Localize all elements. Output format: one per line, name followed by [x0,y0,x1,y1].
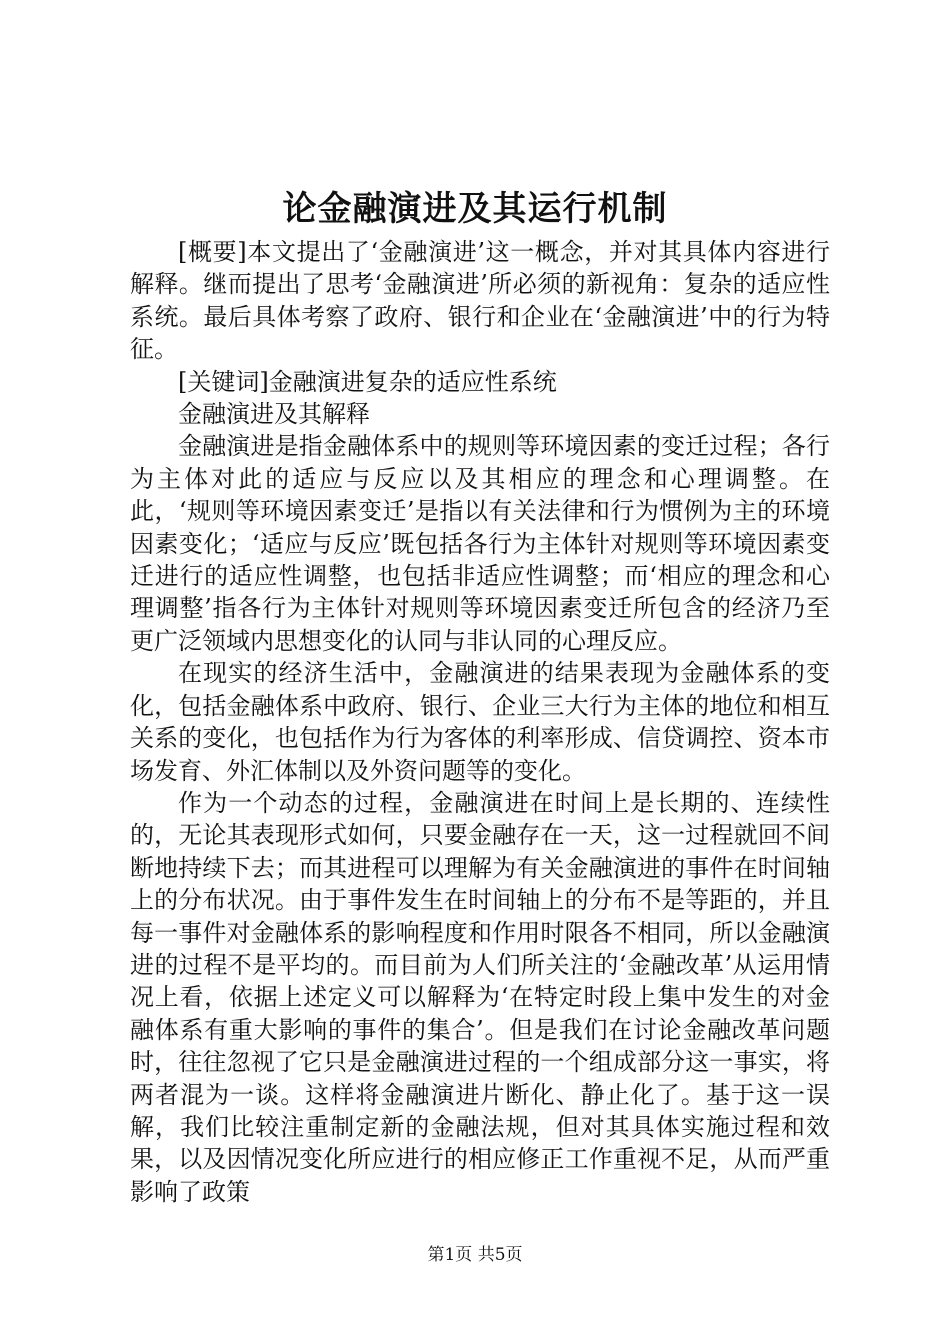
section-heading: 金融演进及其解释 [178,400,370,429]
keywords-paragraph: [关键词]金融演进复杂的适应性系统 [178,367,557,396]
body-paragraph: 作为一个动态的过程，金融演进在时间上是长期的、连续性的，无论其表现形式如何，只要金融存在一天，这一过程就回不间断地持续下去；而其进程可以理解为有关金融演进的事件在时间轴上的分布状况。由于事件发生在时间轴上的分布不是等距的，并且每一事件对金融体系的影响程度和作用时限各不相同，所以金融演进的过程不是平均的。而目前为人们所关注的‘金融改革’从运用情况上看，依据上述定义可以解释为‘在特定时段上集中发生的对金融体系有重大影响的事件的集合’。但是我们在讨论金融改革问题时，往往忽视了它只是金融演进过程的一个组成部分这一事实，将两者混为一谈。这样将金融演进片断化、静止化了。基于这一误解，我们比较注重制定新的金融法规，但对其具体实施过程和效果，以及因情况变化所应进行的相应修正工作重视不足，从而严重影响了政策 [130,788,830,1206]
page-number-footer: 第1页 共5页 [427,1245,523,1265]
document-body [130,236,830,1208]
body-paragraph: 在现实的经济生活中，金融演进的结果表现为金融体系的变化，包括金融体系中政府、银行、企业三大行为主体的地位和相互关系的变化，也包括作为行为客体的利率形成、信贷调控、资本市场发育、外汇体制以及外资问题等的变化。 [130,659,830,785]
body-paragraph: 金融演进是指金融体系中的规则等环境因素的变迁过程；各行为主体对此的适应与反应以及其相应的理念和心理调整。在此，‘规则等环境因素变迁’是指以有关法律和行为惯例为主的环境因素变化；‘适应与反应’既包括各行为主体针对规则等环境因素变迁进行的适应性调整，也包括非适应性调整；而‘相应的理念和心理调整’指各行为主体针对规则等环境因素变迁所包含的经济乃至更广泛领域内思想变化的认同与非认同的心理反应。 [130,432,830,655]
abstract-paragraph: [概要]本文提出了‘金融演进’这一概念，并对其具体内容进行解释。继而提出了思考‘金融演进’所必须的新视角：复杂的适应性系统。最后具体考察了政府、银行和企业在‘金融演进’中的行为特征。 [130,238,830,364]
document-title: 论金融演进及其运行机制 [282,189,668,229]
